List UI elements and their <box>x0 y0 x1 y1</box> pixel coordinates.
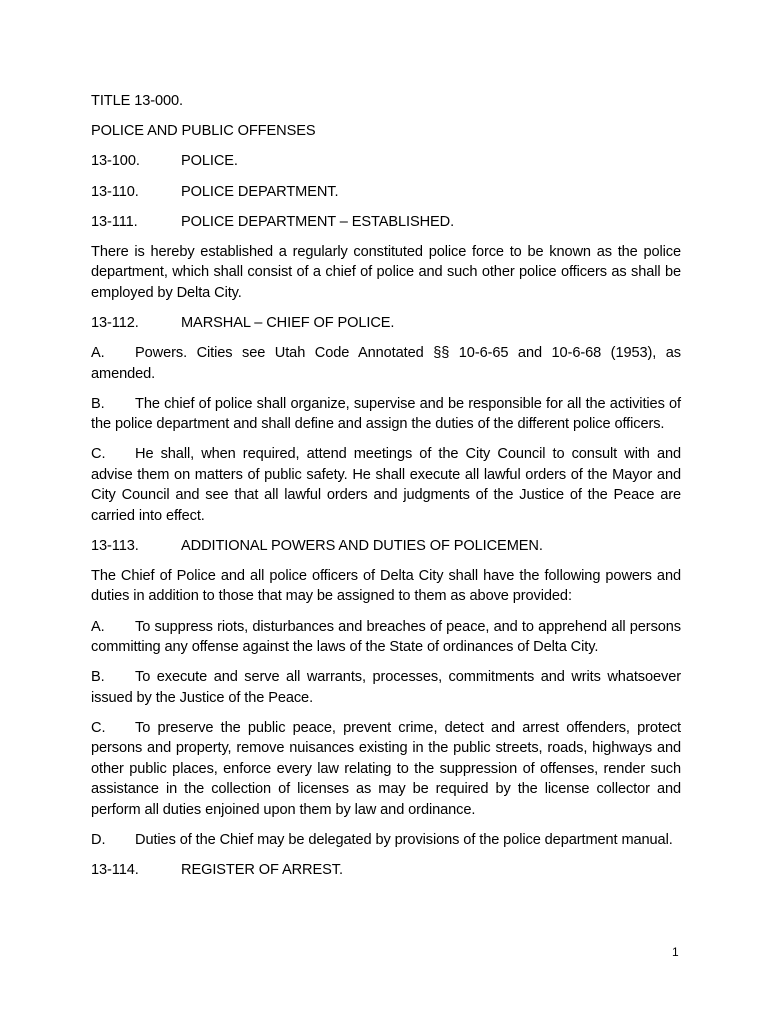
section-number: 13-111. <box>91 213 138 230</box>
section-heading-13-100 <box>91 151 681 171</box>
item-letter: A. <box>91 345 105 362</box>
document-page <box>91 91 681 890</box>
section-13-113-item-c <box>91 718 681 820</box>
item-letter: B. <box>91 669 105 686</box>
section-heading-13-111 <box>91 212 681 232</box>
section-13-112-item-a <box>91 343 681 384</box>
section-13-112-item-c <box>91 444 681 526</box>
item-text: To execute and serve all warrants, processes, commitments and writs whatsoever issued by the Justice of the Peace. <box>91 669 681 706</box>
document-title: TITLE 13-000. <box>91 93 183 109</box>
item-text: He shall, when required, attend meetings of the City Council to consult with and advise them on matters of public safety. He shall execute all lawful orders of the Mayor and City Council and see that all lawful orders and judgments of the Justice of the Peace are carried into effect. <box>91 446 681 524</box>
section-13-113-item-a <box>91 617 681 658</box>
item-letter: D. <box>91 831 106 848</box>
item-text: To preserve the public peace, prevent crime, detect and arrest offenders, protect persons and property, remove nuisances existing in the public streets, roads, highways and other public places, enforce every law relating to the suppression of offenses, render such assistance in the collection of licenses as may be required by the license collector and perform all duties enjoined upon them by law and ordinance. <box>91 719 681 818</box>
section-title: ADDITIONAL POWERS AND DUTIES OF POLICEMEN. <box>181 537 543 554</box>
page-number: 1 <box>672 945 679 959</box>
section-13-113-body: The Chief of Police and all police officers of Delta City shall have the following powers and duties in addition to those that may be assigned to them as above provided: <box>91 568 681 605</box>
item-text: To suppress riots, disturbances and breaches of peace, and to apprehend all persons committing any offense against the laws of the State of ordinances of Delta City. <box>91 618 681 656</box>
section-13-112-item-b <box>91 394 681 435</box>
section-number: 13-113. <box>91 537 139 554</box>
document-subtitle: POLICE AND PUBLIC OFFENSES <box>91 123 316 140</box>
section-number: 13-112. <box>91 315 139 332</box>
item-letter: B. <box>91 395 105 412</box>
item-letter: C. <box>91 719 106 736</box>
section-heading-13-112 <box>91 313 681 333</box>
section-title: POLICE DEPARTMENT – ESTABLISHED. <box>181 213 455 230</box>
section-13-111-body: There is hereby established a regularly constituted police force to be known as the police department, which shall consist of a chief of police and such other police officers as shall be employed by Delta City. <box>91 244 681 301</box>
section-number: 13-110. <box>91 183 139 200</box>
item-letter: A. <box>91 618 105 635</box>
item-letter: C. <box>91 446 106 463</box>
section-title: POLICE. <box>181 153 238 170</box>
section-title: MARSHAL – CHIEF OF POLICE. <box>181 315 395 332</box>
section-heading-13-114 <box>91 860 681 880</box>
section-13-113-item-d <box>91 830 681 850</box>
item-text: The chief of police shall organize, supervise and be responsible for all the activities of the police department and shall define and assign the duties of the different police officers. <box>91 395 681 433</box>
section-title: REGISTER OF ARREST. <box>181 861 343 878</box>
section-title: POLICE DEPARTMENT. <box>181 183 339 200</box>
section-number: 13-100. <box>91 153 140 170</box>
item-text: Duties of the Chief may be delegated by provisions of the police department manual. <box>135 831 673 848</box>
section-13-113-item-b <box>91 667 681 708</box>
section-number: 13-114. <box>91 861 139 878</box>
section-heading-13-113 <box>91 536 681 556</box>
section-heading-13-110 <box>91 182 681 202</box>
item-text: Powers. Cities see Utah Code Annotated §§ 10-6-65 and 10-6-68 (1953), as amended. <box>91 345 681 382</box>
